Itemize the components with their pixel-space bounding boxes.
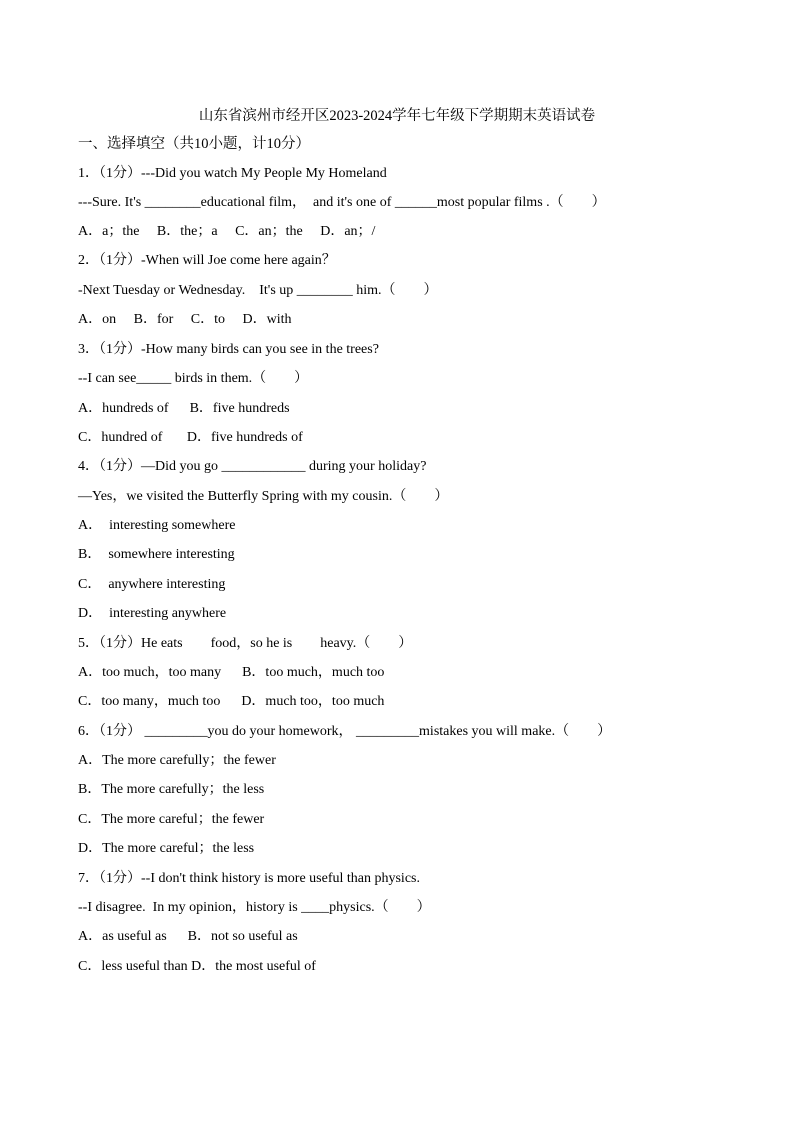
question-6-option-c: C．The more careful；the fewer <box>78 812 265 827</box>
question-6-option-a: A．The more carefully；the fewer <box>78 753 276 768</box>
question-4-option-c: C． anywhere interesting <box>78 577 226 592</box>
question-7-response: --I disagree. In my opinion，history is ____physics.（ ） <box>78 900 431 915</box>
question-1-response: ---Sure. It's ________educational film， and it's one of ______most popular films .（ ） <box>78 195 606 210</box>
question-4-option-d: D． interesting anywhere <box>78 606 227 621</box>
question-3-options-cd: C．hundred of D．five hundreds of <box>78 430 303 445</box>
question-6-option-d: D．The more careful；the less <box>78 841 255 856</box>
question-4-response: —Yes，we visited the Butterfly Spring with my cousin.（ ） <box>78 489 449 504</box>
question-4-option-b: B． somewhere interesting <box>78 547 235 562</box>
question-7-options-ab: A．as useful as B．not so useful as <box>78 929 298 944</box>
question-7-stem: 7．（1分）--I don't think history is more useful than physics. <box>78 871 420 886</box>
question-2-options: A．on B．for C．to D．with <box>78 312 292 327</box>
question-7-options-cd: C．less useful than D．the most useful of <box>78 959 316 974</box>
question-1-stem: 1．（1分）---Did you watch My People My Homeland <box>78 166 387 181</box>
question-2-stem: 2．（1分）-When will Joe come here again？ <box>78 253 336 268</box>
question-4-option-a: A． interesting somewhere <box>78 518 236 533</box>
question-1-options: A．a；the B．the；a C．an；the D．an；/ <box>78 224 376 239</box>
question-4-stem: 4．（1分）—Did you go ____________ during your holiday? <box>78 459 427 474</box>
question-6-option-b: B．The more carefully；the less <box>78 782 265 797</box>
question-5-options-ab: A．too much，too many B．too much，much too <box>78 665 385 680</box>
question-6-stem: 6．（1分） _________you do your homework， _________mistakes you will make.（ ） <box>78 724 612 739</box>
question-5-options-cd: C．too many，much too D．much too，too much <box>78 694 385 709</box>
question-3-response: --I can see_____ birds in them.（ ） <box>78 371 309 386</box>
question-3-options-ab: A．hundreds of B．five hundreds <box>78 401 290 416</box>
question-5-stem: 5．（1分）He eats food，so he is heavy.（ ） <box>78 636 413 651</box>
question-3-stem: 3．（1分）-How many birds can you see in the trees? <box>78 342 379 357</box>
exam-title: 山东省滨州市经开区2023-2024学年七年级下学期期末英语试卷 <box>198 108 596 124</box>
section-heading: 一、选择填空（共10小题，计10分） <box>78 136 310 152</box>
question-2-response: -Next Tuesday or Wednesday. It's up ________ him.（ ） <box>78 283 438 298</box>
